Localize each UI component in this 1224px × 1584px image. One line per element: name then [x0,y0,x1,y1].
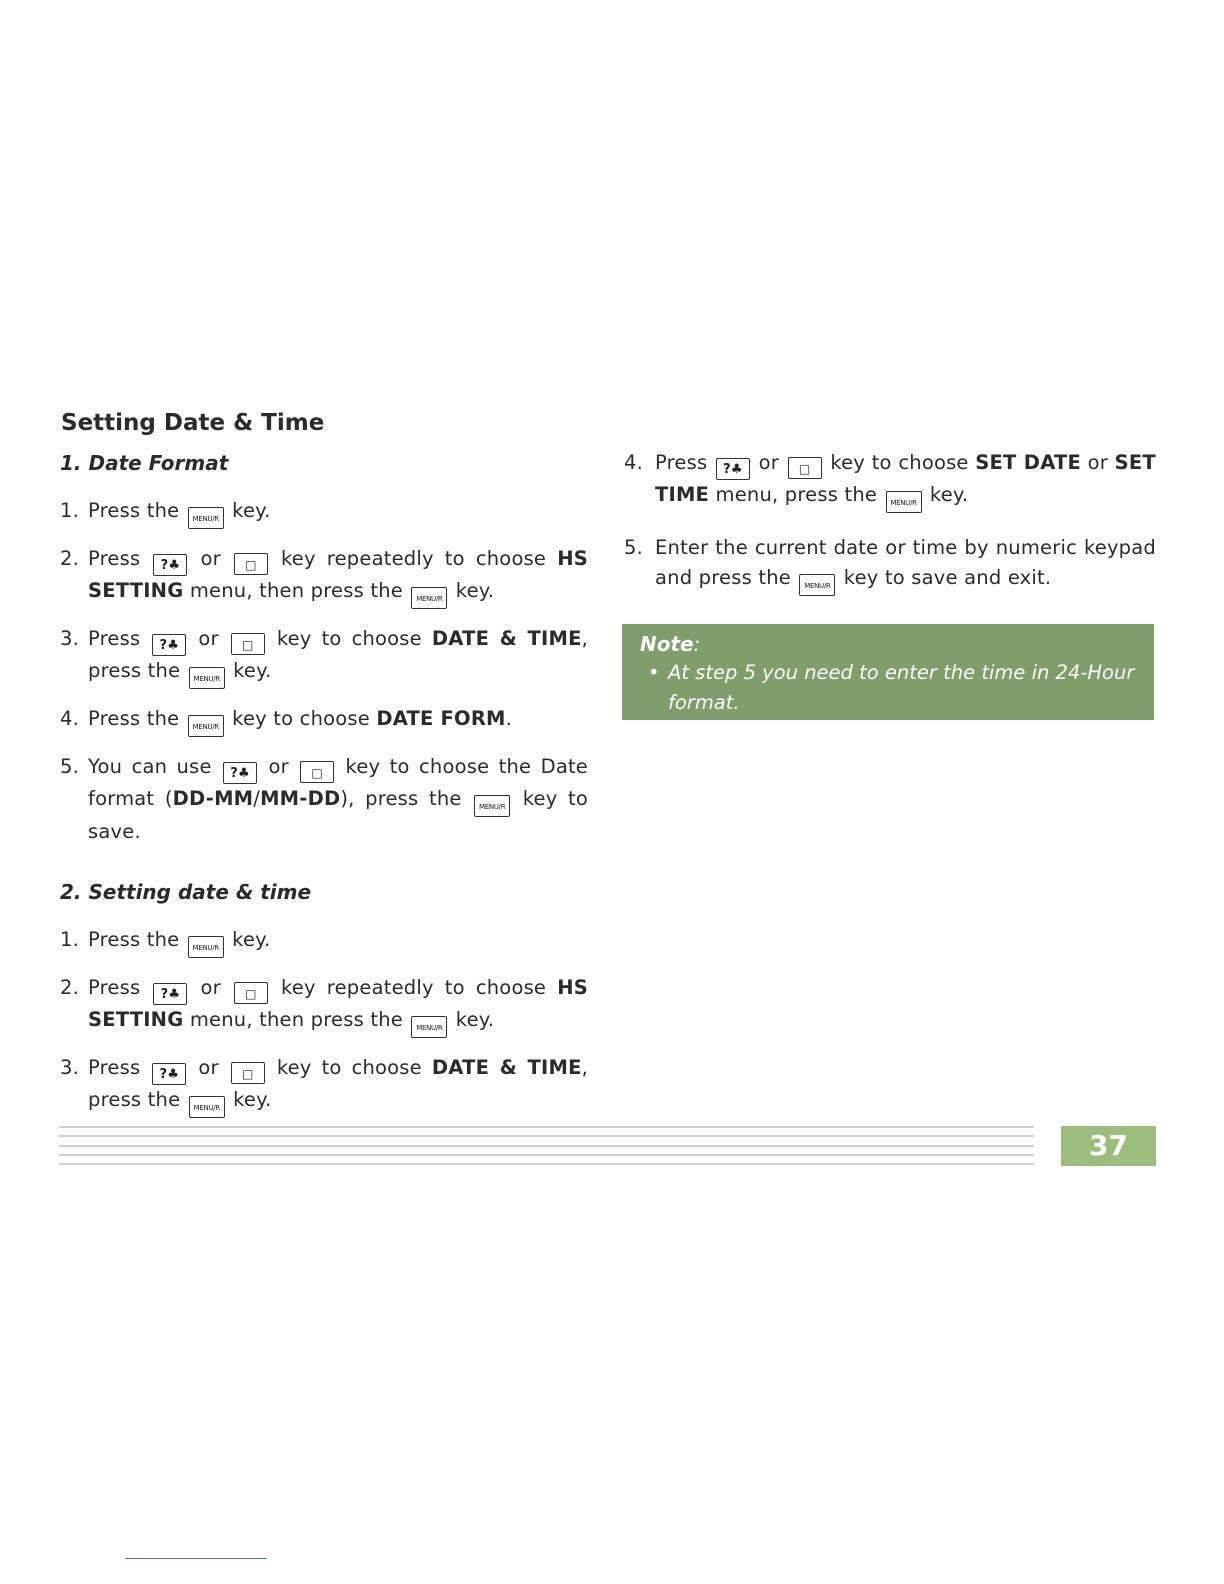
left-column [60,448,588,1133]
setting-date-time-steps-continued [624,448,1156,596]
menu-key-icon: MENU/R [474,795,510,817]
subsection-title-date-format: 1. Date Format [60,451,229,475]
step-1-3: 3. Press ?♣ or □ key to choose DATE & TIME, press the MENU/R key. [60,624,588,689]
menu-key-icon: MENU/R [188,936,224,958]
note-box [622,624,1154,720]
phonebook-key-icon: □ [300,761,334,783]
up-key-icon: ?♣ [153,554,187,576]
right-column [624,448,1156,616]
up-key-icon: ?♣ [223,762,257,784]
footer-line [59,1126,1034,1128]
phonebook-key-icon: □ [234,553,268,575]
phonebook-key-icon: □ [231,1062,265,1084]
step-1-4: 4. Press the MENU/R key to choose DATE FORM. [60,704,588,737]
setting-date-time-steps [60,925,588,1118]
menu-key-icon: MENU/R [188,507,224,529]
page-number: 37 [1061,1126,1156,1166]
subsection-title-setting-date-time: 2. Setting date & time [60,880,312,904]
step-2-2: 2. Press ?♣ or □ key repeatedly to choose HS SETTING menu, then press the MENU/R key. [60,973,588,1038]
footer-line [59,1154,1034,1156]
footer-line [59,1145,1034,1147]
step-1-1: 1. Press the MENU/R key. [60,496,588,529]
step-1-2: 2. Press ?♣ or □ key repeatedly to choose HS SETTING menu, then press the MENU/R key. [60,544,588,609]
footer-line [59,1135,1034,1137]
bottom-divider [125,1558,267,1559]
up-key-icon: ?♣ [152,1063,186,1085]
date-format-steps [60,496,588,847]
menu-key-icon: MENU/R [188,715,224,737]
menu-key-icon: MENU/R [411,1016,447,1038]
step-2-3: 3. Press ?♣ or □ key to choose DATE & TIME, press the MENU/R key. [60,1053,588,1118]
up-key-icon: ?♣ [153,983,187,1005]
phonebook-key-icon: □ [788,457,822,479]
phonebook-key-icon: □ [234,982,268,1004]
step-2-5: 5. Enter the current date or time by numeric keypad and press the MENU/R key to save and exit. [624,533,1156,596]
up-key-icon: ?♣ [716,458,750,480]
footer-line [59,1163,1034,1165]
menu-key-icon: MENU/R [799,574,835,596]
step-2-4: 4. Press ?♣ or □ key to choose SET DATE or SET TIME menu, press the MENU/R key. [624,448,1156,513]
up-key-icon: ?♣ [152,634,186,656]
menu-key-icon: MENU/R [189,1096,225,1118]
note-title: Note: [640,632,701,656]
menu-key-icon: MENU/R [886,491,922,513]
phonebook-key-icon: □ [231,633,265,655]
bullet-icon: • [648,661,660,684]
menu-key-icon: MENU/R [411,587,447,609]
menu-key-icon: MENU/R [189,667,225,689]
note-item: • At step 5 you need to enter the time in 24-Hour format. [640,658,1136,718]
step-2-1: 1. Press the MENU/R key. [60,925,588,958]
footer-rule-lines [59,1126,1034,1166]
step-1-5: 5. You can use ?♣ or □ key to choose the Date format (DD-MM/MM-DD), press the MENU/R key to save. [60,755,589,843]
page-title: Setting Date & Time [61,410,325,436]
